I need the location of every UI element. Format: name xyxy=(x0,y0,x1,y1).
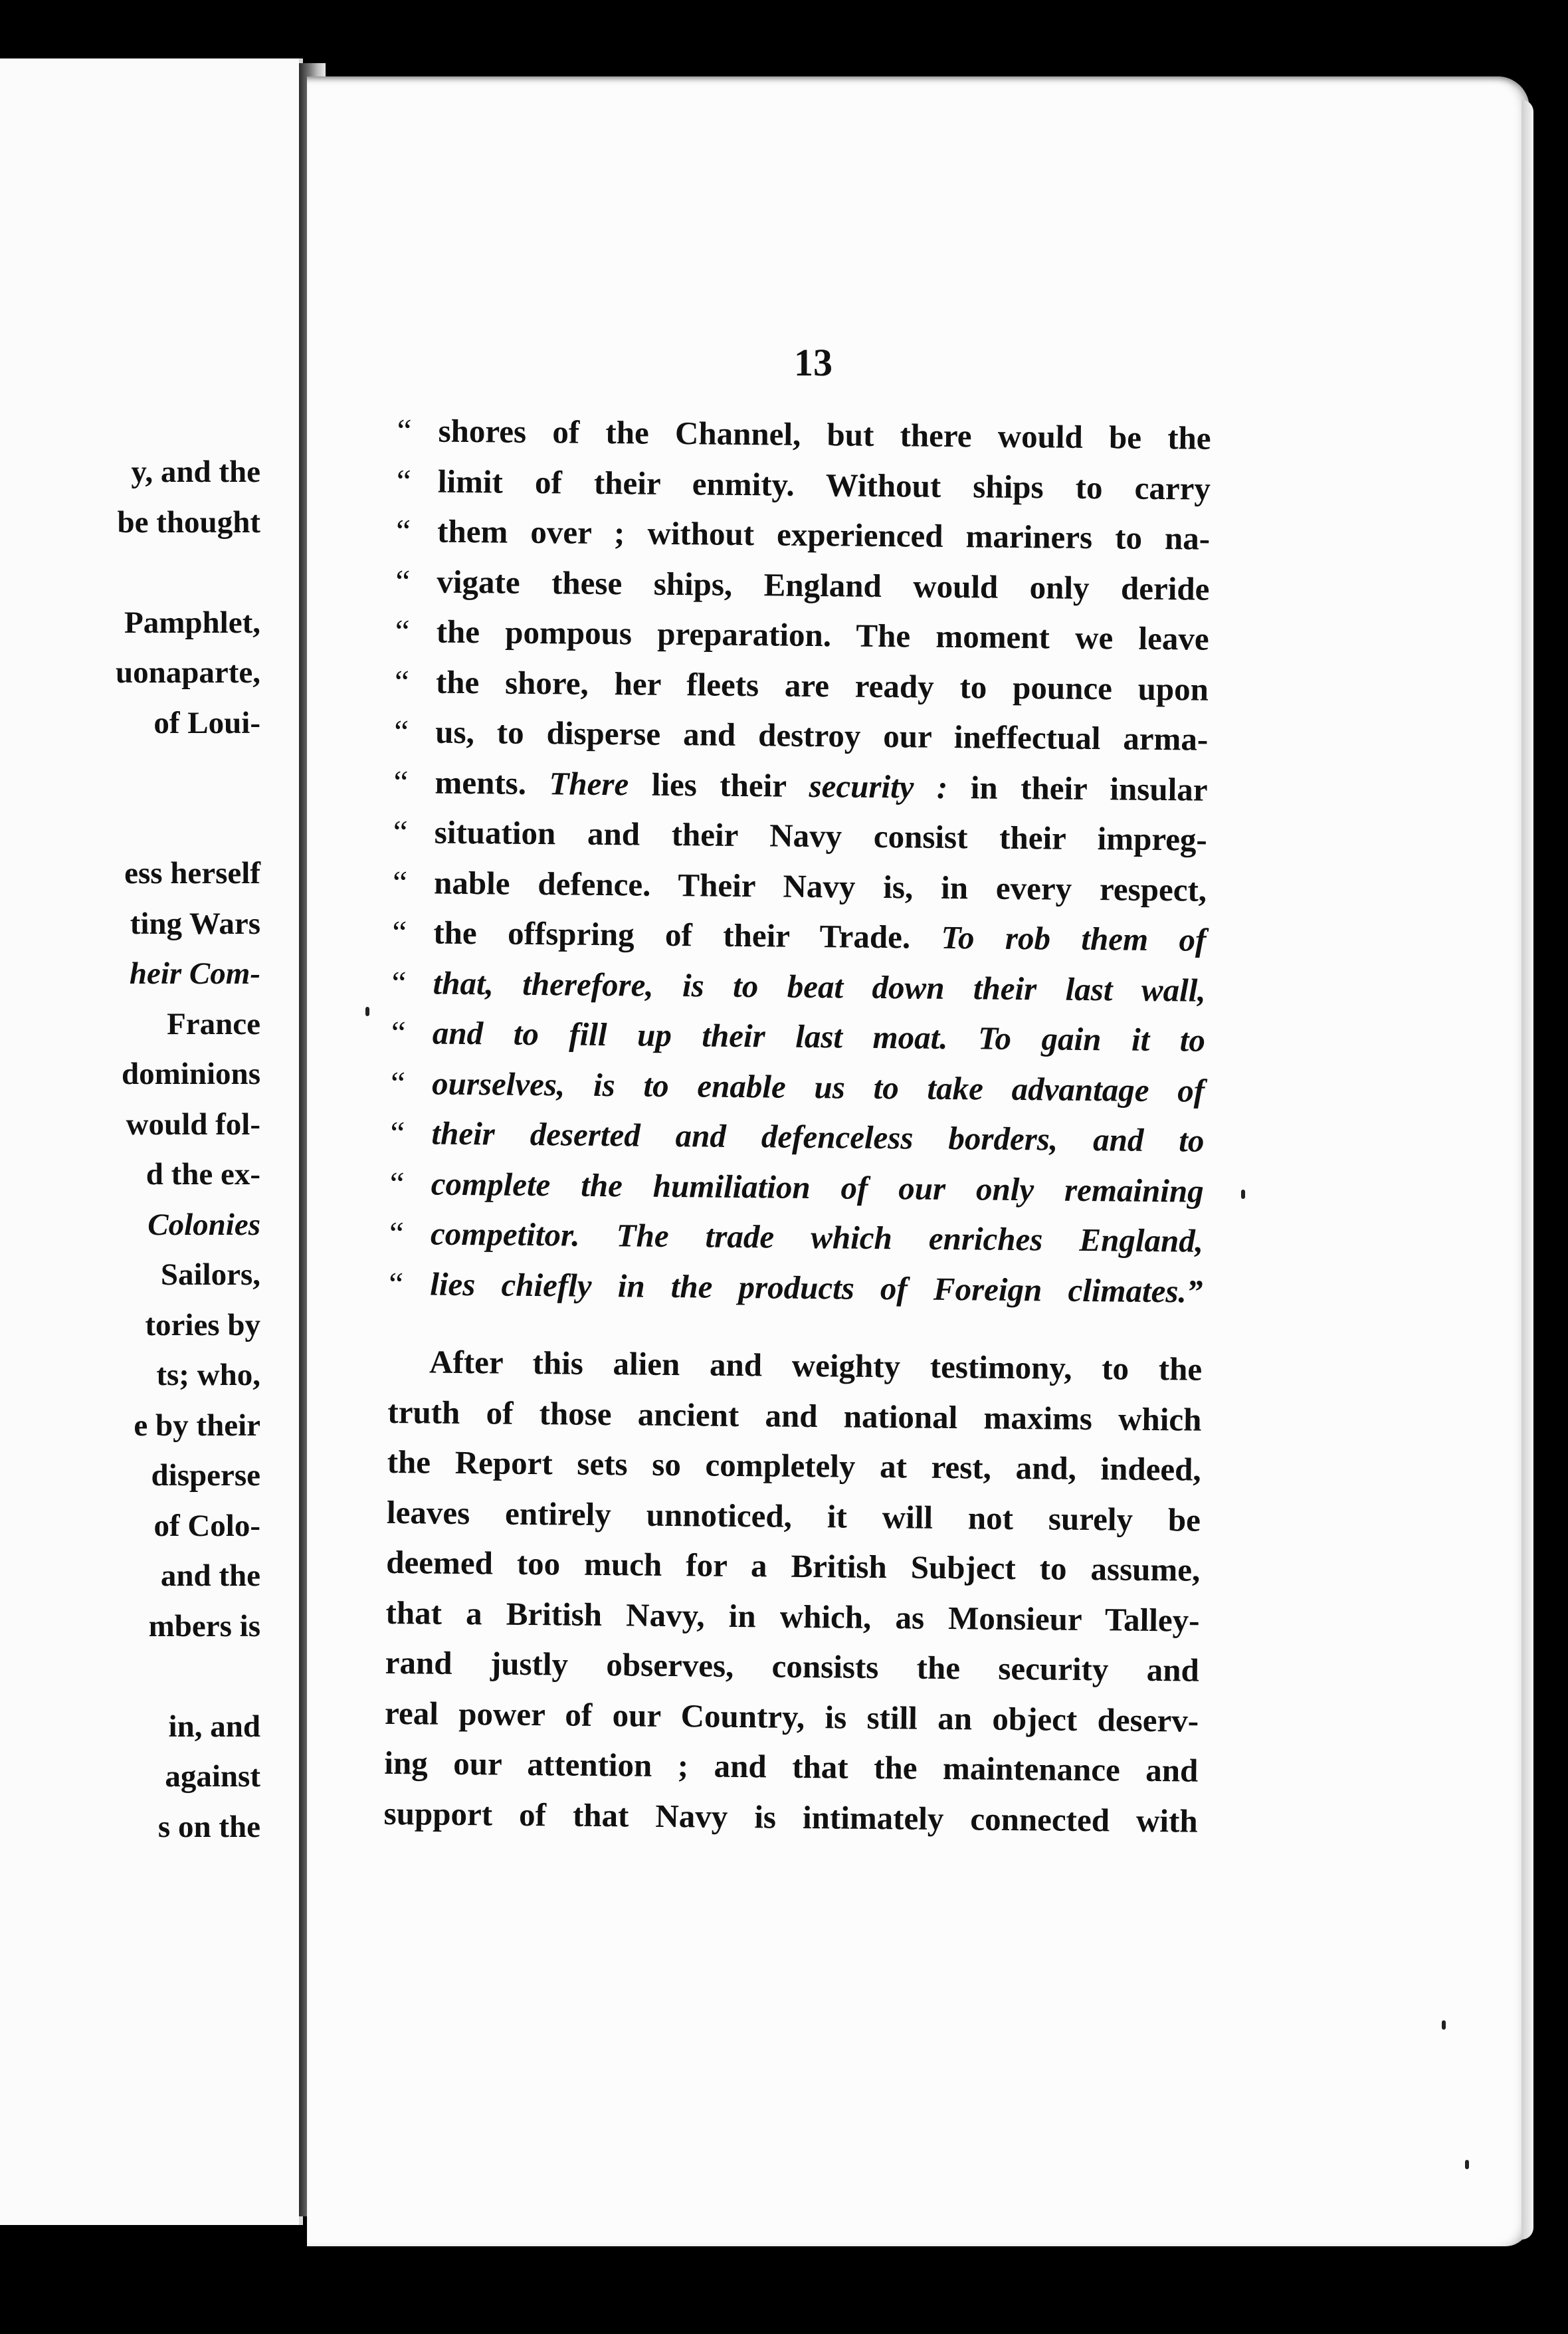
quote-line-text: ourselves, is to enable us to take advantage of xyxy=(431,1065,1205,1109)
quote-line-text: the shore, her fleets are ready to pounce upon xyxy=(435,663,1209,708)
quote-line-text: nable defence. Their Navy is, in every respect, xyxy=(433,864,1207,908)
quote-mark: “ xyxy=(392,913,407,951)
left-page-line: and the xyxy=(160,1558,260,1593)
left-page-line: y, and the xyxy=(131,455,260,489)
quote-line-text: lies chiefly in the products of Foreign climates.” xyxy=(430,1265,1203,1310)
quote-line xyxy=(394,706,1209,764)
quote-mark: “ xyxy=(395,562,411,599)
left-page-line: mbers is xyxy=(148,1608,260,1644)
paragraph xyxy=(383,1336,1202,1846)
quote-line-text xyxy=(435,757,1208,815)
quote-mark: “ xyxy=(390,1114,405,1152)
quote-mark: “ xyxy=(395,612,410,650)
left-page-line: uonaparte, xyxy=(115,655,260,690)
left-page-line: in, and xyxy=(168,1709,260,1744)
left-page-line: Sailors, xyxy=(160,1257,260,1292)
quote-line-text: competitor. The trade which enriches England, xyxy=(430,1215,1204,1259)
quote-line xyxy=(391,957,1206,1015)
ink-speck xyxy=(365,1007,369,1016)
page-edge xyxy=(1521,100,1533,2240)
left-page-line: Pamphlet, xyxy=(124,605,260,640)
left-page-line: s on the xyxy=(157,1809,260,1844)
left-page-line: tories by xyxy=(145,1307,260,1342)
paragraph-line: real power of our Country, is still an object deserv- xyxy=(384,1694,1199,1739)
text-run: ments. xyxy=(435,764,549,801)
left-page-line: against xyxy=(165,1759,260,1794)
left-page-line xyxy=(21,748,260,799)
quote-line xyxy=(397,455,1211,513)
ink-speck xyxy=(1241,1190,1245,1199)
quote-line-text: shores of the Channel, but there would be the xyxy=(438,412,1211,457)
quote-line-text: their deserted and defenceless borders, and to xyxy=(431,1114,1205,1159)
left-page-line: dominions xyxy=(122,1057,260,1091)
left-page-line: heir Com- xyxy=(129,956,260,991)
quote-mark: “ xyxy=(396,462,411,499)
quote-line-text: us, to disperse and destroy our ineffectual arma- xyxy=(435,713,1209,758)
quote-line xyxy=(397,405,1211,463)
quote-line xyxy=(393,857,1207,914)
quote-line-text: them over ; without experienced mariners to na- xyxy=(437,512,1211,557)
left-page-line: disperse xyxy=(151,1458,260,1493)
quote-line xyxy=(395,606,1209,664)
left-page-line xyxy=(21,799,260,849)
left-page-line: ting Wars xyxy=(130,906,260,941)
paragraph-line: After this alien and weighty testimony, to the xyxy=(429,1343,1203,1388)
paragraph-line: ing our attention ; and that the maintenance and xyxy=(384,1744,1199,1789)
left-page-line: France xyxy=(167,1006,260,1041)
quote-line-text: and to fill up their last moat. To gain it to xyxy=(432,1014,1206,1059)
paragraph-line: the Report sets so completely at rest, and, indeed, xyxy=(387,1443,1201,1488)
paragraph-line: leaves entirely unnoticed, it will not surely be xyxy=(386,1493,1201,1538)
left-page-line: d the ex- xyxy=(146,1157,260,1192)
left-page-line: ess herself xyxy=(124,856,260,891)
page-body xyxy=(383,405,1211,1846)
text-run: the offspring of their Trade. xyxy=(433,914,941,956)
quote-line xyxy=(391,1008,1206,1065)
quote-mark: “ xyxy=(394,712,409,750)
left-page-line xyxy=(21,1651,260,1702)
paragraph-line: that a British Navy, in which, as Monsieur Talley- xyxy=(385,1594,1200,1639)
italic-phrase: security : xyxy=(809,767,948,805)
quote-line-text: the pompous preparation. The moment we leave xyxy=(436,613,1209,657)
italic-phrase: There xyxy=(549,764,629,802)
left-page-line: would fol- xyxy=(126,1107,260,1142)
quote-line-text xyxy=(433,908,1207,966)
quote-mark: “ xyxy=(389,1265,404,1302)
quotation-block xyxy=(389,405,1211,1317)
left-page xyxy=(0,58,303,2225)
text-run: lies their xyxy=(629,765,809,804)
quote-mark: “ xyxy=(393,763,409,800)
quote-line xyxy=(392,907,1207,965)
quote-mark: “ xyxy=(395,512,411,550)
left-page-line: of Loui- xyxy=(153,705,260,740)
left-page-line: ts; who, xyxy=(156,1358,260,1392)
left-page-line: Colonies xyxy=(147,1207,260,1242)
text-run: in their insular xyxy=(947,768,1208,808)
quote-line xyxy=(391,1057,1205,1115)
paragraph-line: truth of those ancient and national maxims which xyxy=(387,1393,1202,1438)
quote-line xyxy=(389,1208,1204,1266)
quote-line xyxy=(395,556,1210,613)
quote-line xyxy=(393,807,1207,865)
left-page-line: of Colo- xyxy=(153,1508,260,1543)
left-page-line: be thought xyxy=(117,504,260,540)
quote-line xyxy=(396,506,1211,564)
quote-mark: “ xyxy=(389,1164,405,1202)
ink-speck xyxy=(1465,2160,1469,2169)
quote-mark: “ xyxy=(389,1214,405,1252)
left-page-line: e by their xyxy=(134,1408,260,1443)
quote-line xyxy=(395,656,1209,714)
left-page-text xyxy=(21,447,260,1852)
quote-line xyxy=(393,756,1208,814)
italic-phrase: To rob them of xyxy=(941,918,1207,958)
quote-line-text: limit of their enmity. Without ships to carry xyxy=(437,463,1211,507)
page-number: 13 xyxy=(794,341,833,384)
quote-mark: “ xyxy=(390,1064,406,1101)
quote-mark: “ xyxy=(397,411,412,449)
quote-line-text: complete the humiliation of our only remaining xyxy=(431,1165,1204,1210)
quote-mark: “ xyxy=(391,964,407,1001)
paragraph-line: support of that Navy is intimately connected with xyxy=(383,1794,1198,1840)
quote-mark: “ xyxy=(392,863,408,901)
paragraph-line: rand justly observes, consists the security and xyxy=(385,1644,1200,1689)
quote-line-text: that, therefore, is to beat down their last wall, xyxy=(433,964,1206,1009)
quote-mark: “ xyxy=(391,1013,406,1051)
quote-line-text: vigate these ships, England would only deride xyxy=(437,563,1210,607)
quote-mark: “ xyxy=(393,813,408,851)
ink-speck xyxy=(1442,2020,1446,2030)
quote-line xyxy=(389,1258,1203,1316)
left-page-line xyxy=(21,548,260,598)
paragraph-line: deemed too much for a British Subject to assume, xyxy=(386,1543,1201,1588)
quote-line xyxy=(390,1108,1205,1166)
quote-mark: “ xyxy=(394,663,410,700)
quote-line-text: situation and their Navy consist their impreg- xyxy=(434,813,1208,858)
quote-line xyxy=(389,1158,1204,1216)
